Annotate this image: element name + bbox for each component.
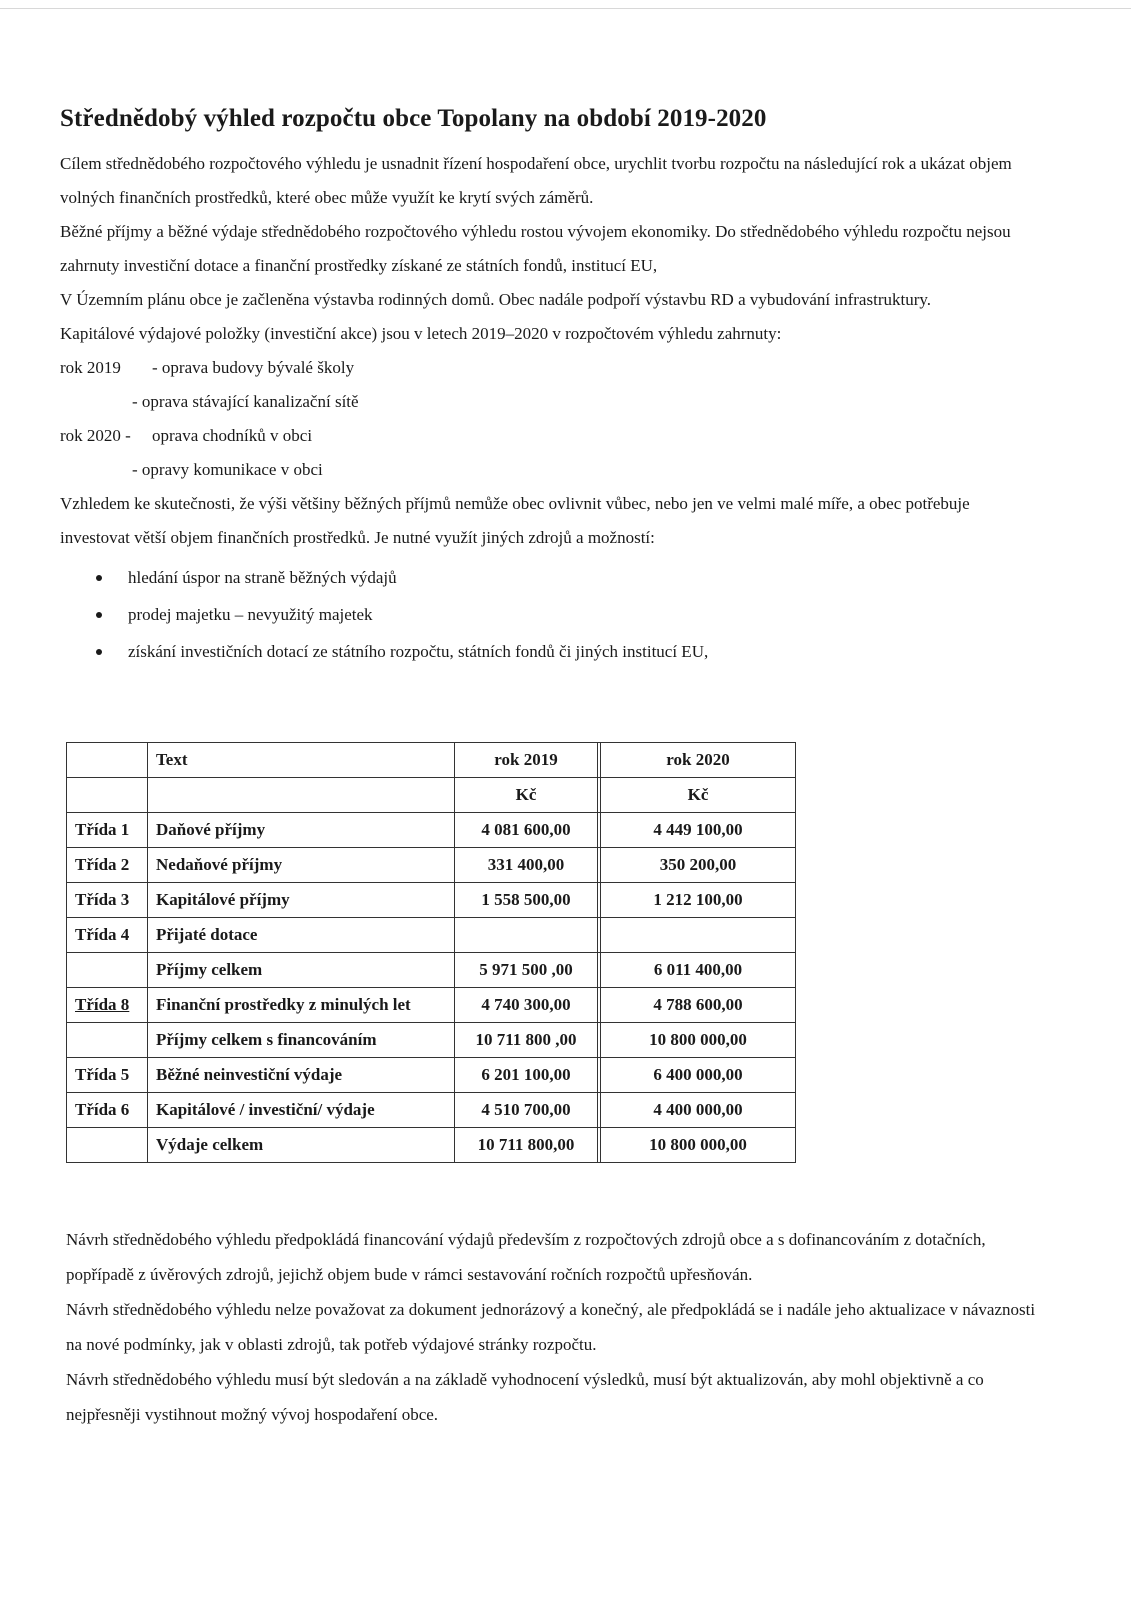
value-2020-cell: 4 788 600,00 <box>601 988 796 1023</box>
paragraph-goal: Cílem střednědobého rozpočtového výhledu je usnadnit řízení hospodaření obce, urychlit tvorbu rozpočtu na následující rok a ukázat objem volných finančních prostředků, které obec může využít ke krytí svých záměrů. <box>60 154 1012 207</box>
text-cell: Běžné neinvestiční výdaje <box>148 1058 455 1093</box>
value-2020-cell: 350 200,00 <box>601 848 796 883</box>
year-2019-block <box>60 351 1040 419</box>
value-2019-cell: 331 400,00 <box>455 848 598 883</box>
units-cell-2019: Kč <box>455 778 598 813</box>
class-cell <box>67 1023 148 1058</box>
text-cell: Finanční prostředky z minulých let <box>148 988 455 1023</box>
value-2019-cell: 4 510 700,00 <box>455 1093 598 1128</box>
year-2019-item: - oprava stávající kanalizační sítě <box>132 392 359 411</box>
table-row <box>67 1058 796 1093</box>
paragraph-income: Běžné příjmy a běžné výdaje střednědobého rozpočtového výhledu rostou vývojem ekonomiky. Do střednědobého výhledu rozpočtu nejsou zahrnuty investiční dotace a finanční prostředky získané ze státních fondů, institucí EU, <box>60 222 1011 275</box>
value-2020-cell: 4 400 000,00 <box>601 1093 796 1128</box>
class-cell: Třída 4 <box>67 918 148 953</box>
value-2020-cell: 6 011 400,00 <box>601 953 796 988</box>
units-cell-2020: Kč <box>601 778 796 813</box>
value-2020-cell: 4 449 100,00 <box>601 813 796 848</box>
document-title: Střednědobý výhled rozpočtu obce Topolany na období 2019-2020 <box>60 105 767 132</box>
table-row <box>67 918 796 953</box>
class-cell: Třída 1 <box>67 813 148 848</box>
class-cell: Třída 2 <box>67 848 148 883</box>
value-2019-cell <box>455 918 598 953</box>
class-cell <box>67 953 148 988</box>
budget-table <box>66 742 796 1163</box>
value-2020-cell: 10 800 000,00 <box>601 1023 796 1058</box>
text-cell: Příjmy celkem <box>148 953 455 988</box>
closing-section <box>66 1222 1036 1432</box>
text-cell: Přijaté dotace <box>148 918 455 953</box>
closing-paragraph: Návrh střednědobého výhledu nelze považovat za dokument jednorázový a konečný, ale předpokládá se i nadále jeho aktualizace v návaznosti na nové podmínky, jak v oblasti zdrojů, tak potřeb výdajové stránky rozpočtu. <box>66 1300 1036 1354</box>
year-2020-label: rok 2020 - <box>60 426 131 445</box>
table-row <box>67 848 796 883</box>
table-row <box>67 813 796 848</box>
table-row <box>67 1093 796 1128</box>
table-row <box>67 883 796 918</box>
class-cell: Třída 6 <box>67 1093 148 1128</box>
header-cell-text: Text <box>148 743 455 778</box>
year-2020-item: - opravy komunikace v obci <box>132 460 323 479</box>
table-row <box>67 1023 796 1058</box>
paragraph-zoning: V Územním plánu obce je začleněna výstavba rodinných domů. Obec nadále podpoří výstavbu RD a vybudování infrastruktury. <box>60 290 932 309</box>
list-item: získání investičních dotací ze státního rozpočtu, státních fondů či jiných institucí EU, <box>128 633 1040 670</box>
units-cell <box>67 778 148 813</box>
closing-paragraph: Návrh střednědobého výhledu musí být sledován a na základě vyhodnocení výsledků, musí být aktualizován, aby mohl objektivně a co nejpřesněji vystihnout možný vývoj hospodaření obce. <box>66 1370 984 1424</box>
value-2020-cell: 6 400 000,00 <box>601 1058 796 1093</box>
table-row <box>67 988 796 1023</box>
table-units-row <box>67 778 796 813</box>
text-cell: Nedaňové příjmy <box>148 848 455 883</box>
value-2019-cell: 5 971 500 ,00 <box>455 953 598 988</box>
paragraph-resources: Vzhledem ke skutečnosti, že výši většiny běžných příjmů nemůže obec ovlivnit vůbec, nebo jen ve velmi malé míře, a obec potřebuje investovat větší objem finančních prostředků. Je nutné využít jiných zdrojů a možností: <box>60 494 970 547</box>
text-cell: Daňové příjmy <box>148 813 455 848</box>
class-cell: Třída 5 <box>67 1058 148 1093</box>
year-2019-item: - oprava budovy bývalé školy <box>152 358 355 377</box>
table-row <box>67 953 796 988</box>
document-body <box>60 105 1040 670</box>
table-header-row <box>67 743 796 778</box>
class-cell: Třída 8 <box>67 988 148 1023</box>
value-2020-cell: 10 800 000,00 <box>601 1128 796 1163</box>
value-2019-cell: 10 711 800 ,00 <box>455 1023 598 1058</box>
class-cell <box>67 1128 148 1163</box>
page-top-line <box>0 8 1131 9</box>
value-2019-cell: 6 201 100,00 <box>455 1058 598 1093</box>
year-2019-label: rok 2019 <box>60 358 121 377</box>
year-2020-block <box>60 419 1040 487</box>
value-2020-cell <box>601 918 796 953</box>
value-2020-cell: 1 212 100,00 <box>601 883 796 918</box>
resource-list <box>60 559 1040 670</box>
year-2020-item: oprava chodníků v obci <box>152 426 313 445</box>
table-row <box>67 1128 796 1163</box>
units-cell <box>148 778 455 813</box>
text-cell: Příjmy celkem s financováním <box>148 1023 455 1058</box>
list-item: prodej majetku – nevyužitý majetek <box>128 596 1040 633</box>
header-cell <box>67 743 148 778</box>
text-cell: Kapitálové příjmy <box>148 883 455 918</box>
header-cell-2020: rok 2020 <box>601 743 796 778</box>
text-cell: Kapitálové / investiční/ výdaje <box>148 1093 455 1128</box>
value-2019-cell: 1 558 500,00 <box>455 883 598 918</box>
class-cell: Třída 3 <box>67 883 148 918</box>
header-cell-2019: rok 2019 <box>455 743 598 778</box>
text-cell: Výdaje celkem <box>148 1128 455 1163</box>
value-2019-cell: 4 081 600,00 <box>455 813 598 848</box>
paragraph-capital: Kapitálové výdajové položky (investiční akce) jsou v letech 2019–2020 v rozpočtovém výhledu zahrnuty: <box>60 324 782 343</box>
list-item: hledání úspor na straně běžných výdajů <box>128 559 1040 596</box>
value-2019-cell: 4 740 300,00 <box>455 988 598 1023</box>
closing-paragraph: Návrh střednědobého výhledu předpokládá financování výdajů především z rozpočtových zdrojů obce a s dofinancováním z dotačních, popřípadě z úvěrových zdrojů, jejichž objem bude v rámci sestavování ročních rozpočtů upřesňován. <box>66 1230 986 1284</box>
value-2019-cell: 10 711 800,00 <box>455 1128 598 1163</box>
